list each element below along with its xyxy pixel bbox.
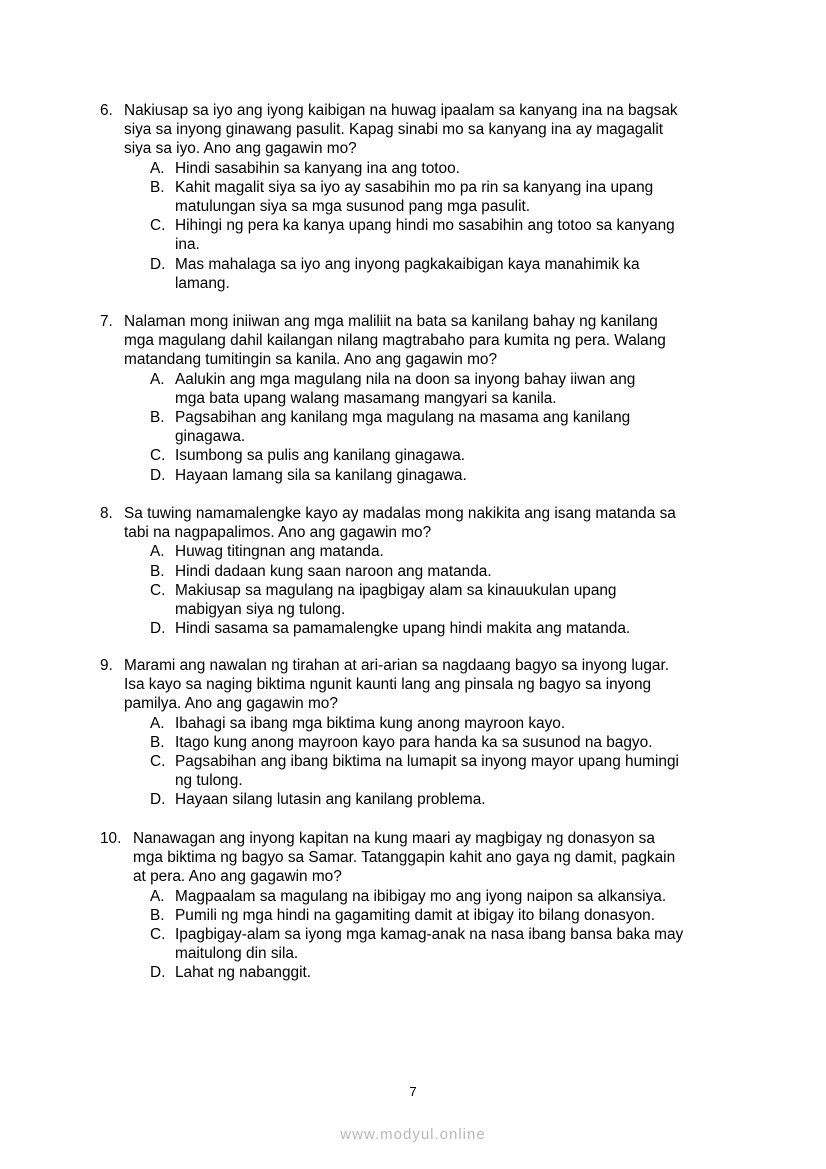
choice-letter: A.: [150, 159, 165, 177]
choice-c: [150, 216, 740, 254]
choice-line: Ipagbigay-alam sa iyong mga kamag-anak na nasa ibang bansa baka may: [175, 926, 684, 944]
stem-line: Isa kayo sa naging biktima ngunit kaunti lang ang pinsala ng bagyo sa inyong: [124, 676, 652, 694]
choice-c: [150, 446, 740, 465]
choice-line: Hayaan silang lutasin ang kanilang problema.: [175, 791, 486, 809]
choice-line: mabigyan siya ng tulong.: [175, 601, 346, 619]
choice-list: [150, 370, 740, 485]
choice-line: Mas mahalaga sa iyo ang inyong pagkakaibigan kaya manahimik ka: [175, 255, 640, 273]
choice-letter: D.: [150, 466, 166, 484]
question-8: [100, 504, 740, 638]
choice-line: Hayaan lamang sila sa kanilang ginagawa.: [175, 466, 467, 484]
choice-letter: A.: [150, 543, 165, 561]
question-number: 6.: [100, 102, 113, 119]
choice-b: [150, 562, 740, 581]
stem-line: Nanawagan ang inyong kapitan na kung maari ay magbigay ng donasyon sa: [133, 830, 655, 847]
choice-line: lamang.: [175, 274, 230, 292]
choice-d: [150, 619, 740, 638]
choice-line: Pagsabihan ang ibang biktima na lumapit sa inyong mayor upang humingi: [175, 753, 679, 771]
watermark: www.modyul.online: [340, 1126, 486, 1143]
choice-b: [150, 178, 740, 216]
choice-letter: B.: [150, 906, 165, 924]
choice-letter: C.: [150, 581, 166, 599]
question-stem: [100, 312, 740, 370]
choice-letter: C.: [150, 926, 166, 944]
choice-b: [150, 733, 740, 752]
choice-d: [150, 790, 740, 809]
choice-line: Hindi sasama sa pamamalengke upang hindi makita ang matanda.: [175, 620, 631, 638]
question-stem: [100, 829, 740, 887]
question-stem: [100, 504, 740, 542]
choice-list: [150, 714, 740, 810]
choice-line: Pumili ng mga hindi na gagamiting damit at ibigay ito bilang donasyon.: [175, 906, 655, 924]
choice-c: [150, 581, 740, 619]
question-10: [100, 829, 740, 983]
question-number: 8.: [100, 505, 113, 522]
stem-line: pamilya. Ano ang gagawin mo?: [124, 695, 338, 713]
choice-line: Lahat ng nabanggit.: [175, 964, 312, 982]
choice-a: [150, 542, 740, 561]
choice-line: Magpaalam sa magulang na ibibigay mo ang iyong naipon sa alkansiya.: [175, 887, 667, 905]
stem-line: siya sa inyong ginawang pasulit. Kapag sinabi mo sa kanyang ina ay magagalit: [124, 121, 664, 139]
question-6: [100, 101, 740, 293]
choice-line: Itago kung anong mayroon kayo para handa ka sa susunod na bagyo.: [175, 733, 653, 751]
stem-line: Sa tuwing namamalengke kayo ay madalas mong nakikita ang isang matanda sa: [124, 505, 676, 522]
choice-letter: A.: [150, 887, 165, 905]
choice-letter: B.: [150, 178, 165, 196]
question-stem: [100, 656, 740, 714]
choice-c: [150, 752, 740, 790]
choice-letter: A.: [150, 370, 165, 388]
question-stem: [100, 101, 740, 159]
choice-letter: D.: [150, 964, 166, 982]
choice-letter: D.: [150, 620, 166, 638]
choice-line: Hihingi ng pera ka kanya upang hindi mo sasabihin ang totoo sa kanyang: [175, 217, 675, 235]
choice-a: [150, 887, 740, 906]
choice-d: [150, 963, 740, 982]
question-9: [100, 656, 740, 810]
choice-line: Hindi dadaan kung saan naroon ang matanda.: [175, 562, 492, 580]
stem-line: Nakiusap sa iyo ang iyong kaibigan na huwag ipaalam sa kanyang ina na bagsak: [124, 102, 678, 119]
choice-letter: B.: [150, 409, 165, 427]
choice-line: Makiusap sa magulang na ipagbigay alam sa kinauukulan upang: [175, 581, 617, 599]
choice-c: [150, 925, 740, 963]
stem-line: tabi na nagpapalimos. Ano ang gagawin mo?: [124, 524, 432, 542]
choice-line: Pagsabihan ang kanilang mga magulang na masama ang kanilang: [175, 409, 631, 427]
stem-line: Nalaman mong iniiwan ang mga maliliit na bata sa kanilang bahay ng kanilang: [124, 313, 658, 330]
choice-list: [150, 542, 740, 638]
choice-a: [150, 370, 740, 408]
page-number: 7: [409, 1084, 417, 1099]
choice-line: Ibahagi sa ibang mga biktima kung anong mayroon kayo.: [175, 714, 566, 732]
choice-b: [150, 906, 740, 925]
stem-line: siya sa iyo. Ano ang gagawin mo?: [124, 140, 357, 158]
stem-line: matandang tumitingin sa kanila. Ano ang gagawin mo?: [124, 351, 498, 369]
choice-letter: B.: [150, 733, 165, 751]
choice-letter: D.: [150, 255, 166, 273]
choice-line: Aalukin ang mga magulang nila na doon sa inyong bahay iiwan ang: [175, 370, 636, 388]
choice-line: Kahit magalit siya sa iyo ay sasabihin mo pa rin sa kanyang ina upang: [175, 178, 654, 196]
choice-d: [150, 255, 740, 293]
choice-line: ina.: [175, 236, 200, 254]
choice-b: [150, 408, 740, 446]
question-number: 7.: [100, 313, 113, 330]
stem-line: Marami ang nawalan ng tirahan at ari-arian sa nagdaang bagyo sa inyong lugar.: [124, 657, 670, 674]
choice-d: [150, 466, 740, 485]
choice-letter: C.: [150, 217, 166, 235]
choice-a: [150, 159, 740, 178]
choice-line: maitulong din sila.: [175, 945, 299, 963]
choice-line: ginagawa.: [175, 428, 246, 446]
choice-letter: C.: [150, 753, 166, 771]
choice-letter: D.: [150, 791, 166, 809]
choice-list: [150, 887, 740, 983]
choice-letter: B.: [150, 562, 165, 580]
choice-line: matulungan siya sa mga susunod pang mga pasulit.: [175, 198, 531, 216]
choice-line: Isumbong sa pulis ang kanilang ginagawa.: [175, 447, 466, 465]
choice-line: Hindi sasabihin sa kanyang ina ang totoo.: [175, 159, 460, 177]
choice-letter: C.: [150, 447, 166, 465]
choice-list: [150, 159, 740, 293]
question-number: 9.: [100, 657, 113, 674]
stem-line: mga biktima ng bagyo sa Samar. Tatanggapin kahit ano gaya ng damit, pagkain: [133, 849, 676, 867]
choice-line: ng tulong.: [175, 772, 243, 790]
choice-line: mga bata upang walang masamang mangyari sa kanila.: [175, 389, 557, 407]
choice-line: Huwag titingnan ang matanda.: [175, 543, 384, 561]
choice-a: [150, 714, 740, 733]
question-number: 10.: [100, 830, 122, 847]
stem-line: mga magulang dahil kailangan nilang magtrabaho para kumita ng pera. Walang: [124, 332, 666, 350]
choice-letter: A.: [150, 714, 165, 732]
question-7: [100, 312, 740, 485]
stem-line: at pera. Ano ang gagawin mo?: [133, 868, 342, 886]
